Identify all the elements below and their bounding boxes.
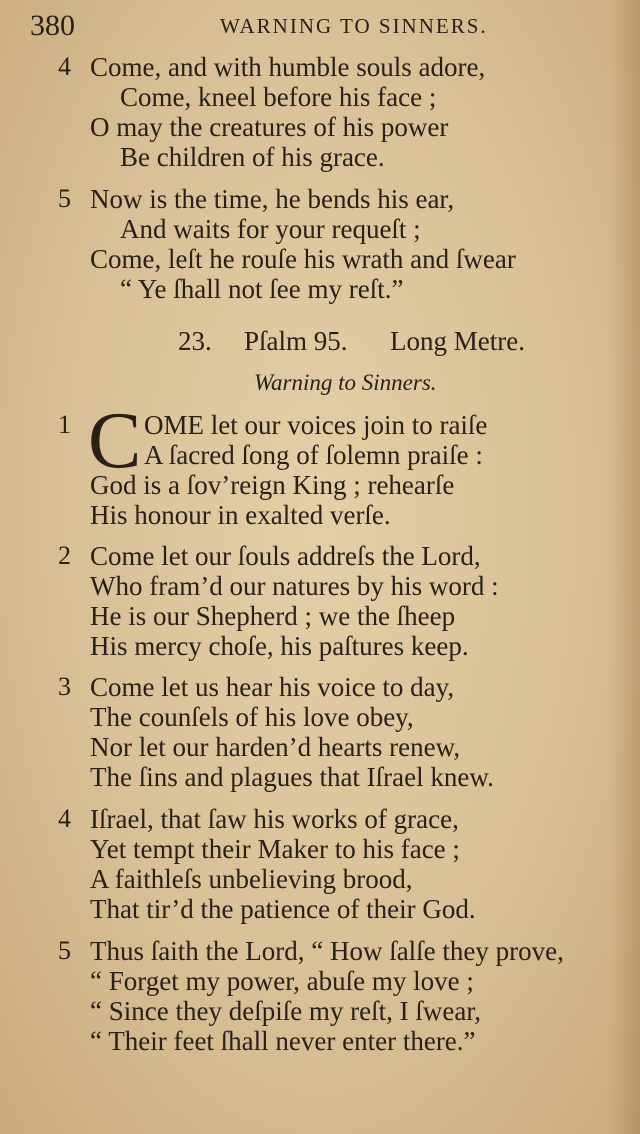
verse-line: “ Since they deſpiſe my reſt, I ſwear, xyxy=(90,996,482,1026)
verse-line: A ſacred ſong of ſolemn praiſe : xyxy=(144,440,483,470)
running-head: WARNING TO SINNERS. xyxy=(220,14,488,38)
verse-line: Nor let our harden’d hearts renew, xyxy=(90,732,461,762)
verse-line: God is a ſov’reign King ; rehearſe xyxy=(90,470,455,500)
verse-line: “ Ye ſhall not ſee my reſt.” xyxy=(120,274,404,304)
verse-line: A faithleſs unbelieving brood, xyxy=(90,864,413,894)
page-number: 380 xyxy=(30,9,75,42)
page-header xyxy=(30,8,630,44)
verse-line: Come, leſt he rouſe his wrath and ſwear xyxy=(90,244,516,274)
verse-line: Yet tempt their Maker to his face ; xyxy=(90,834,460,864)
stanza-number: 5 xyxy=(58,936,71,965)
verse-line: Who fram’d our natures by his word : xyxy=(90,571,499,601)
stanza-number: 1 xyxy=(58,410,71,439)
verse-line: That tir’d the patience of their God. xyxy=(90,894,476,924)
verse-line: The counſels of his love obey, xyxy=(90,702,414,732)
verse-line: “ Their feet ſhall never enter there.” xyxy=(90,1026,476,1056)
stanza-number: 4 xyxy=(58,52,71,81)
verse-line: Come let our ſouls addreſs the Lord, xyxy=(90,541,481,571)
verse-line: “ Forget my power, abuſe my love ; xyxy=(90,966,474,996)
verse-line: Come let us hear his voice to day, xyxy=(90,672,455,702)
verse-line: OME let our voices join to raiſe xyxy=(144,410,488,440)
stanza-number: 2 xyxy=(58,541,71,570)
verse-line: The ſins and plagues that Iſrael knew. xyxy=(90,762,494,792)
verse-line: Come, and with humble souls adore, xyxy=(90,52,486,82)
verse-line: O may the creatures of his power xyxy=(90,112,449,142)
page-edge-shadow xyxy=(610,0,640,1134)
drop-cap: C xyxy=(88,397,142,485)
verse-line: And waits for your requeſt ; xyxy=(120,214,421,244)
verse-line: Be children of his grace. xyxy=(120,142,385,172)
metre-label: Long Metre. xyxy=(390,326,525,356)
verse-line: He is our Shepherd ; we the ſheep xyxy=(90,601,456,631)
verse-line: Now is the time, he bends his ear, xyxy=(90,184,455,214)
verse-line: His mercy choſe, his paſtures keep. xyxy=(90,631,469,661)
psalm-reference: Pſalm 95. xyxy=(244,326,348,356)
stanza-number: 4 xyxy=(58,804,71,833)
verse-line: Come, kneel before his face ; xyxy=(120,82,437,112)
stanza-number: 5 xyxy=(58,184,71,213)
verse-line: Thus ſaith the Lord, “ How ſalſe they prove, xyxy=(90,936,564,966)
verse-line: His honour in exalted verſe. xyxy=(90,500,391,530)
stanza-number: 3 xyxy=(58,672,71,701)
hymn-title: Warning to Sinners. xyxy=(254,370,437,395)
hymn-number: 23. xyxy=(178,326,212,356)
verse-line: Iſrael, that ſaw his works of grace, xyxy=(90,804,459,834)
